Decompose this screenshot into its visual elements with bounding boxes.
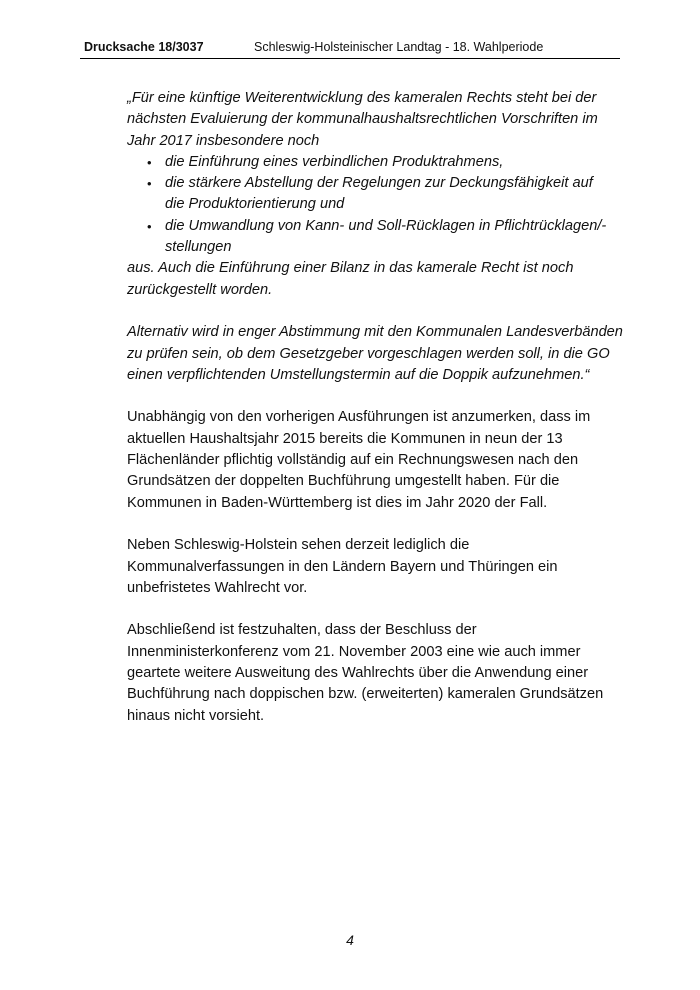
bullet-icon: • — [147, 176, 152, 192]
page-content — [127, 88, 623, 727]
quoted-passage — [127, 88, 623, 386]
bullet-item — [127, 152, 623, 173]
body-paragraph: Abschließend ist festzuhalten, dass der Beschluss der Innenministerkonferenz vom 21. November 2003 eine wie auch immer geartete weitere Ausweitung des Wahlrechts über die Anwendung einer Buchführung nach doppischen bzw. (erweiterten) kameralen Grundsätzen hinaus nicht vorsieht. — [127, 622, 604, 724]
quote-outro: aus. Auch die Einführung einer Bilanz in das kamerale Recht ist noch zurückgestellt worden. — [127, 260, 574, 298]
paragraph-gap — [127, 301, 623, 322]
document-source: Schleswig-Holsteinischer Landtag - 18. Wahlperiode — [254, 40, 544, 54]
paragraph-gap — [127, 386, 623, 407]
quote-intro: „Für eine künftige Weiterentwicklung des kameralen Rechts steht bei der nächsten Evaluierung der kommunalhaushaltsrechtlichen Vorschriften im Jahr 2017 insbesondere noch — [127, 90, 598, 149]
bullet-item — [127, 216, 623, 259]
bullet-text: die stärkere Abstellung der Regelungen zur Deckungsfähigkeit auf die Produktorientierung und — [165, 175, 593, 213]
body-paragraph: Neben Schleswig-Holstein sehen derzeit lediglich die Kommunalverfassungen in den Ländern Bayern und Thüringen ein unbefristetes Wahlrecht vor. — [127, 537, 558, 596]
bullet-icon: • — [147, 218, 152, 234]
bullet-icon: • — [147, 154, 152, 170]
bullet-list — [127, 152, 623, 258]
paragraph-gap — [127, 599, 623, 620]
bullet-text: die Umwandlung von Kann- und Soll-Rücklagen in Pflichtrücklagen/-stellungen — [165, 217, 607, 256]
page-header — [80, 38, 620, 59]
quote-alternative: Alternativ wird in enger Abstimmung mit den Kommunalen Landesverbänden zu prüfen sein, ob dem Gesetzgeber vorgeschlagen werden soll, in die GO einen verpflichtenden Umstellungstermin auf die Doppik aufzunehmen.“ — [127, 324, 623, 383]
page-number: 4 — [346, 932, 354, 948]
bullet-item — [127, 173, 623, 216]
document-number: Drucksache 18/3037 — [84, 40, 204, 54]
bullet-text: die Einführung eines verbindlichen Produktrahmens, — [165, 153, 504, 170]
body-paragraph: Unabhängig von den vorherigen Ausführungen ist anzumerken, dass im aktuellen Haushaltsjahr 2015 bereits die Kommunen in neun der 13 Flächenländer pflichtig vollständig auf ein Rechnungswesen nach den Grundsätzen der doppelten Buchführung umgestellt haben. Für die Kommunen in Baden-Württemberg ist dies im Jahr 2020 der Fall. — [127, 409, 591, 511]
paragraph-gap — [127, 514, 623, 535]
